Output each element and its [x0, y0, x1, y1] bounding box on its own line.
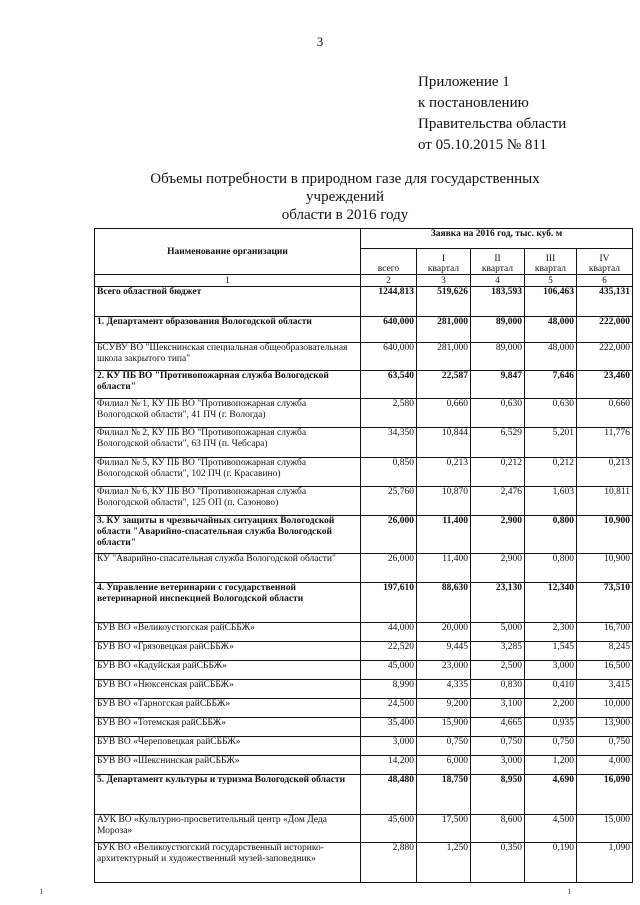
value-q2: 0,212	[471, 458, 525, 487]
organization-name: КУ "Аварийно-спасательная служба Вологодской области"	[95, 554, 361, 583]
value-total: 26,000	[361, 554, 417, 583]
header-organization: Наименование организации	[95, 229, 361, 275]
value-q2: 3,000	[471, 756, 525, 775]
table-row	[95, 458, 633, 487]
value-q1: 281,000	[417, 317, 471, 343]
value-q1: 11,400	[417, 516, 471, 554]
value-q2: 2,500	[471, 661, 525, 680]
organization-name: БУК ВО «Великоустюгский государственный историко-архитектурный и художественный музей-заповедник»	[95, 843, 361, 883]
organization-name: БУВ ВО «Череповецкая райСББЖ»	[95, 737, 361, 756]
appendix-line: Приложение 1	[418, 74, 510, 90]
value-total: 197,610	[361, 583, 417, 623]
value-q1: 1,250	[417, 843, 471, 883]
organization-name: БСУВУ ВО "Шекснинская специальная общеобразовательная школа закрытого типа"	[95, 343, 361, 371]
value-q2: 6,529	[471, 428, 525, 458]
value-total: 35,400	[361, 718, 417, 737]
header-total: всего	[361, 249, 417, 275]
value-q4: 435,131	[577, 287, 633, 317]
value-total: 45,600	[361, 815, 417, 843]
value-q3: 106,463	[525, 287, 577, 317]
value-total: 26,000	[361, 516, 417, 554]
value-q1: 0,660	[417, 399, 471, 428]
value-q1: 17,500	[417, 815, 471, 843]
header-quarter-4	[577, 249, 633, 275]
value-total: 14,200	[361, 756, 417, 775]
value-q4: 222,000	[577, 343, 633, 371]
quarter-roman: II	[494, 254, 501, 264]
table-row	[95, 371, 633, 399]
value-total: 3,000	[361, 737, 417, 756]
column-index: 4	[471, 275, 525, 287]
value-q1: 22,587	[417, 371, 471, 399]
header-quarter-2	[471, 249, 525, 275]
value-q3: 0,800	[525, 554, 577, 583]
quarter-roman: I	[441, 254, 446, 264]
quarter-word: квартал	[427, 264, 460, 274]
value-q3: 0,410	[525, 680, 577, 699]
table-row	[95, 718, 633, 737]
organization-name: 1. Департамент образования Вологодской области	[95, 317, 361, 343]
column-index: 5	[525, 275, 577, 287]
value-q4: 10,900	[577, 516, 633, 554]
value-q4: 222,000	[577, 317, 633, 343]
organization-name: БУВ ВО «Великоустюгская райСББЖ»	[95, 623, 361, 642]
value-q3: 0,212	[525, 458, 577, 487]
value-q4: 10,000	[577, 699, 633, 718]
value-q4: 10,811	[577, 487, 633, 516]
value-total: 8,990	[361, 680, 417, 699]
value-total: 25,760	[361, 487, 417, 516]
appendix-line: к постановлению	[418, 95, 529, 111]
page-number: 3	[316, 34, 324, 49]
value-q2: 3,100	[471, 699, 525, 718]
value-q4: 16,090	[577, 775, 633, 815]
organization-name: БУВ ВО «Шекснинская райСББЖ»	[95, 756, 361, 775]
quarter-word: квартал	[588, 264, 621, 274]
value-q2: 3,285	[471, 642, 525, 661]
value-q2: 9,847	[471, 371, 525, 399]
value-q3: 0,630	[525, 399, 577, 428]
value-q3: 0,800	[525, 516, 577, 554]
value-q3: 1,200	[525, 756, 577, 775]
header-quarter-3	[525, 249, 577, 275]
value-q3: 0,750	[525, 737, 577, 756]
value-q2: 5,000	[471, 623, 525, 642]
value-total: 640,000	[361, 317, 417, 343]
quarter-word: квартал	[481, 264, 514, 274]
table-row	[95, 843, 633, 883]
organization-name: БУВ ВО «Грязовецкая райСББЖ»	[95, 642, 361, 661]
column-index: 1	[95, 275, 361, 287]
value-q4: 0,660	[577, 399, 633, 428]
value-total: 24,500	[361, 699, 417, 718]
value-q2: 89,000	[471, 343, 525, 371]
value-total: 2,580	[361, 399, 417, 428]
value-q1: 0,750	[417, 737, 471, 756]
scan-edge-mark: ı	[568, 886, 571, 897]
table-row	[95, 680, 633, 699]
table-body	[95, 287, 633, 883]
value-q4: 11,776	[577, 428, 633, 458]
value-total: 2,880	[361, 843, 417, 883]
value-total: 640,000	[361, 343, 417, 371]
value-q2: 23,130	[471, 583, 525, 623]
value-q1: 88,630	[417, 583, 471, 623]
value-q3: 2,300	[525, 623, 577, 642]
value-q3: 0,935	[525, 718, 577, 737]
quarter-roman: III	[545, 254, 556, 264]
value-q3: 12,340	[525, 583, 577, 623]
value-q4: 0,213	[577, 458, 633, 487]
value-q4: 4,000	[577, 756, 633, 775]
table-row	[95, 737, 633, 756]
value-q3: 1,603	[525, 487, 577, 516]
organization-name: 4. Управление ветеринарии с государственной ветеринарной инспекцией Вологодской области	[95, 583, 361, 623]
table-row	[95, 428, 633, 458]
value-q3: 4,500	[525, 815, 577, 843]
table-row	[95, 661, 633, 680]
value-q3: 4,690	[525, 775, 577, 815]
value-q4: 3,415	[577, 680, 633, 699]
value-q1: 9,445	[417, 642, 471, 661]
value-q1: 23,000	[417, 661, 471, 680]
value-q2: 2,476	[471, 487, 525, 516]
quarter-roman: IV	[599, 254, 610, 264]
title-line-1: Объемы потребности в природном газе для государственных учреждений	[150, 171, 540, 205]
value-q3: 48,000	[525, 343, 577, 371]
appendix-line: Правительства области	[418, 116, 567, 132]
value-q4: 16,700	[577, 623, 633, 642]
organization-name: АУК ВО «Культурно-просветительный центр «Дом Деда Мороза»	[95, 815, 361, 843]
value-q1: 11,400	[417, 554, 471, 583]
value-total: 1244,813	[361, 287, 417, 317]
organization-name: 5. Департамент культуры и туризма Вологодской области	[95, 775, 361, 815]
organization-name: БУВ ВО «Нюксенская райСББЖ»	[95, 680, 361, 699]
organization-name: БУВ ВО «Тотемская райСББЖ»	[95, 718, 361, 737]
organization-name: Филиал № 6, КУ ПБ ВО "Противопожарная служба Вологодской области", 125 ОП (п. Сазоново)	[95, 487, 361, 516]
organization-name: БУВ ВО «Тарногская райСББЖ»	[95, 699, 361, 718]
value-total: 45,000	[361, 661, 417, 680]
organization-name: Филиал № 2, КУ ПБ ВО "Противопожарная служба Вологодской области", 63 ПЧ (п. Чебсара)	[95, 428, 361, 458]
organization-name: 3. КУ защиты в чрезвычайных ситуациях Вологодской области "Аварийно-спасательная служба Вологодской области"	[95, 516, 361, 554]
value-q1: 10,870	[417, 487, 471, 516]
value-q3: 0,190	[525, 843, 577, 883]
value-q2: 0,350	[471, 843, 525, 883]
value-total: 48,480	[361, 775, 417, 815]
value-q2: 183,593	[471, 287, 525, 317]
value-q1: 0,213	[417, 458, 471, 487]
value-q1: 18,750	[417, 775, 471, 815]
organization-name: Филиал № 5, КУ ПБ ВО "Противопожарная служба Вологодской области", 102 ПЧ (г. Красавино)	[95, 458, 361, 487]
table-row	[95, 554, 633, 583]
value-total: 44,000	[361, 623, 417, 642]
table-row	[95, 487, 633, 516]
table-row	[95, 287, 633, 317]
value-q2: 2,900	[471, 516, 525, 554]
table-row	[95, 699, 633, 718]
value-q1: 6,000	[417, 756, 471, 775]
column-index: 2	[361, 275, 417, 287]
value-q1: 4,335	[417, 680, 471, 699]
value-q2: 8,600	[471, 815, 525, 843]
column-index: 3	[417, 275, 471, 287]
value-q4: 73,510	[577, 583, 633, 623]
value-total: 0,850	[361, 458, 417, 487]
value-q2: 0,750	[471, 737, 525, 756]
value-q3: 7,646	[525, 371, 577, 399]
value-q4: 1,090	[577, 843, 633, 883]
value-q4: 10,900	[577, 554, 633, 583]
table-row	[95, 516, 633, 554]
value-q4: 15,000	[577, 815, 633, 843]
value-q1: 20,000	[417, 623, 471, 642]
table-row	[95, 775, 633, 815]
gas-needs-table	[94, 228, 633, 883]
value-q2: 0,830	[471, 680, 525, 699]
value-q1: 281,000	[417, 343, 471, 371]
value-total: 34,350	[361, 428, 417, 458]
value-q4: 16,500	[577, 661, 633, 680]
scan-edge-mark: ı	[40, 886, 43, 897]
table-row	[95, 642, 633, 661]
value-total: 63,540	[361, 371, 417, 399]
organization-name: БУВ ВО «Кадуйская райСББЖ»	[95, 661, 361, 680]
header-quarter-1	[417, 249, 471, 275]
table-row	[95, 399, 633, 428]
value-q2: 0,630	[471, 399, 525, 428]
value-q1: 10,844	[417, 428, 471, 458]
value-q4: 13,900	[577, 718, 633, 737]
value-q3: 1,545	[525, 642, 577, 661]
value-total: 22,520	[361, 642, 417, 661]
organization-name: Филиал № 1, КУ ПБ ВО "Противопожарная служба Вологодской области", 41 ПЧ (г. Вологда)	[95, 399, 361, 428]
appendix-block	[418, 72, 566, 156]
organization-name: 2. КУ ПБ ВО "Противопожарная служба Вологодской области"	[95, 371, 361, 399]
table-row	[95, 815, 633, 843]
table-row	[95, 317, 633, 343]
value-q2: 89,000	[471, 317, 525, 343]
value-q3: 5,201	[525, 428, 577, 458]
value-q2: 2,900	[471, 554, 525, 583]
column-index-row	[95, 275, 633, 287]
quarter-word: квартал	[534, 264, 567, 274]
value-q3: 2,200	[525, 699, 577, 718]
value-q1: 519,626	[417, 287, 471, 317]
organization-name: Всего областной бюджет	[95, 287, 361, 317]
value-q2: 4,665	[471, 718, 525, 737]
value-q4: 0,750	[577, 737, 633, 756]
value-q3: 48,000	[525, 317, 577, 343]
value-q3: 3,000	[525, 661, 577, 680]
table-row	[95, 583, 633, 623]
table-row	[95, 756, 633, 775]
value-q2: 8,950	[471, 775, 525, 815]
value-q4: 23,460	[577, 371, 633, 399]
table-row	[95, 623, 633, 642]
column-index: 6	[577, 275, 633, 287]
value-q1: 9,200	[417, 699, 471, 718]
title-line-2: области в 2016 году	[281, 207, 409, 223]
header-request: Заявка на 2016 год, тыс. куб. м	[361, 229, 633, 249]
value-q4: 8,245	[577, 642, 633, 661]
value-q1: 15,900	[417, 718, 471, 737]
document-title	[110, 170, 580, 224]
appendix-line: от 05.10.2015 № 811	[418, 137, 547, 153]
table-row	[95, 343, 633, 371]
